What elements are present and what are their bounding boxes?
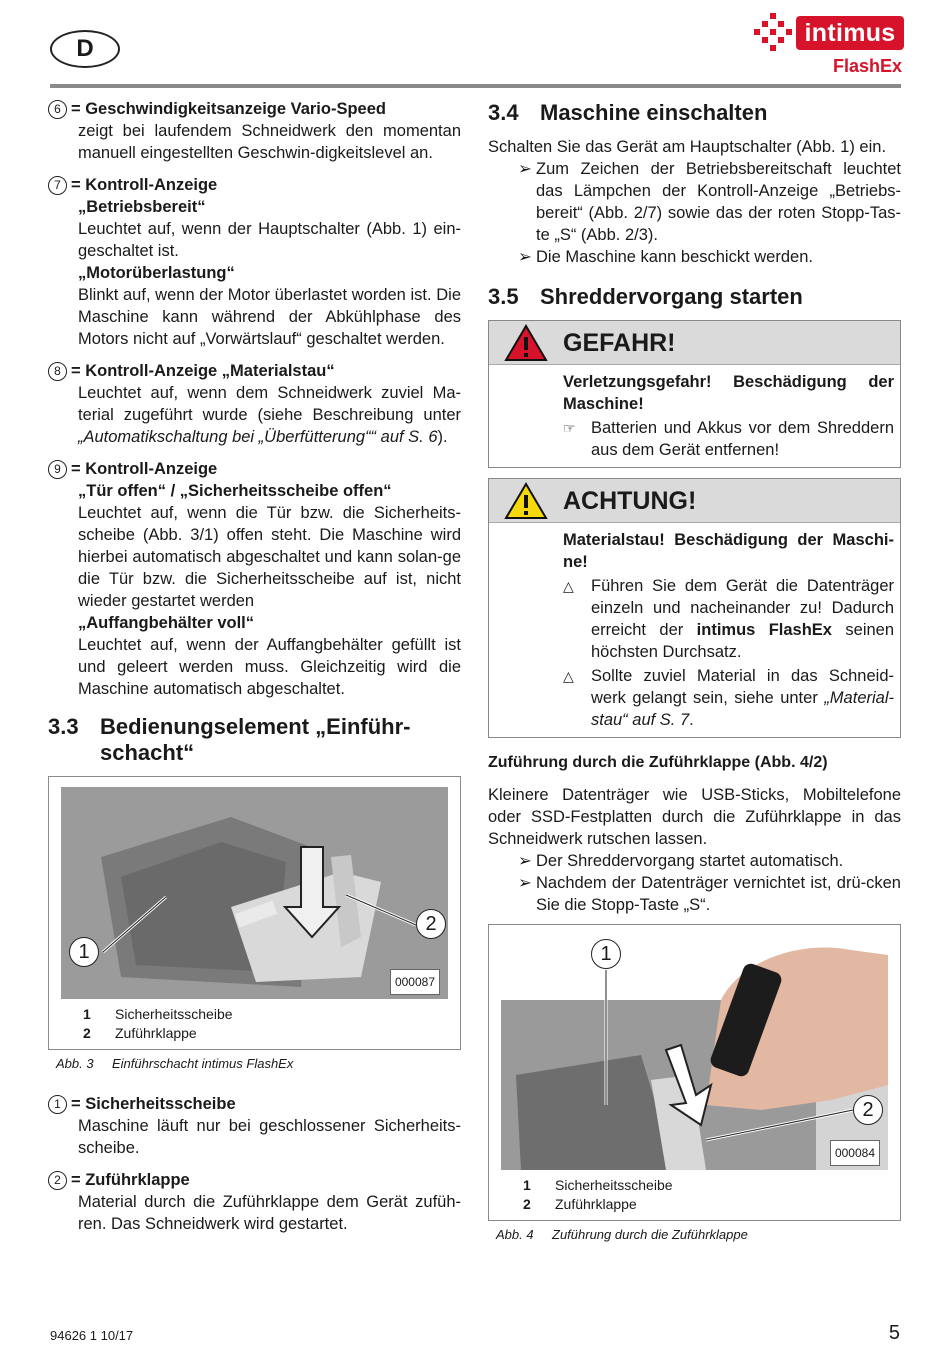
feed-subheading: Zuführung durch die Zuführklappe (Abb. 4/2) — [488, 754, 828, 771]
danger-item: ☞ Batterien und Akkus vor dem Shreddern aus dem Gerät entfernen! — [563, 419, 894, 459]
legend-item: 1 Sicherheitsscheibe — [523, 1177, 673, 1193]
figure-4 — [488, 924, 901, 1221]
bullet-item: ➢ Die Maschine kann beschickt werden. — [518, 248, 813, 266]
annotation-subheading: „Betriebsbereit“ — [78, 198, 206, 216]
triangle-icon: △ — [563, 578, 574, 594]
product-name: FlashEx — [832, 56, 902, 76]
number-badge: 6 — [48, 100, 67, 119]
caution-warning-icon — [489, 482, 563, 520]
annotation-text: Leuchtet auf, wenn der Auffangbehälter gefüllt ist und geleert werden muss. Gleichzeitig wird die Maschine automatisch abgeschaltet. — [78, 636, 461, 698]
annotation-title: = Sicherheitsscheibe — [71, 1095, 236, 1113]
feed-chute-photo — [61, 787, 448, 999]
bullet-item: ➢ Der Shreddervorgang startet automatisch. — [518, 852, 844, 870]
annotation-9 — [48, 458, 461, 700]
caution-title: ACHTUNG! — [563, 486, 697, 515]
annotation-7 — [48, 174, 461, 350]
language-code: D — [76, 35, 94, 62]
legend-item: 2 Zuführklappe — [523, 1196, 637, 1212]
header-rule — [50, 84, 901, 88]
caution-lead: Materialstau! Beschädigung der Maschi-ne! — [563, 531, 894, 571]
annotation-subheading: „Motorüberlastung“ — [78, 264, 235, 282]
annotation-text: Blinkt auf, wenn der Motor überlastet worden ist. Die Maschine kann während der Abkühlphase des Motors nicht auf „Vorwärtslauf“ geschaltet werden. — [78, 286, 461, 348]
annotation-8 — [48, 360, 461, 448]
number-badge: 7 — [48, 176, 67, 195]
annotation-6 — [48, 98, 461, 164]
feed-text: Kleinere Datenträger wie USB-Sticks, Mobiltelefone oder SSD-Festplatten durch die Zuführklappe in das Schneidwerk rutschen lassen. — [488, 786, 901, 848]
annotation-title: = Zuführklappe — [71, 1171, 190, 1189]
brand-logo — [754, 8, 904, 80]
figure-legend — [49, 999, 460, 1049]
number-badge: 1 — [48, 1095, 67, 1114]
section-intro: Schalten Sie das Gerät am Hauptschalter (Abb. 1) ein. — [488, 138, 887, 156]
image-code: 000087 — [390, 969, 440, 995]
triangle-icon: △ — [563, 668, 574, 684]
figure-4-caption: Abb. 4 Zuführung durch die Zuführklappe — [496, 1227, 748, 1242]
danger-title: GEFAHR! — [563, 328, 676, 357]
brand-name: intimus — [796, 16, 904, 50]
annotation-2 — [48, 1169, 461, 1235]
callout-2: 2 — [853, 1095, 883, 1125]
logo-dots-icon — [754, 12, 794, 52]
language-badge — [50, 30, 120, 68]
annotation-title: = Kontroll-Anzeige „Materialstau“ — [71, 362, 335, 380]
legend-item: 1 Sicherheitsscheibe — [83, 1006, 233, 1022]
annotation-text: zeigt bei laufendem Schneidwerk den momentan manuell eingestellten Geschwin-digkeitslevel an. — [78, 122, 461, 162]
figure-3-caption: Abb. 3 Einführschacht intimus FlashEx — [56, 1056, 294, 1071]
pointing-hand-icon: ☞ — [563, 420, 576, 436]
section-heading-3-3: 3.3 Bedienungselement „Einführ-schacht“ — [48, 714, 411, 765]
image-code: 000084 — [830, 1140, 880, 1166]
figure-legend — [489, 1170, 900, 1220]
cross-reference: „Automatikschaltung bei „Überfütterung““ auf S. 6 — [78, 428, 438, 446]
annotation-text: Leuchtet auf, wenn dem Schneidwerk zuviel Ma-terial zugeführt wurde (siehe Beschreibung unter „Automatikschaltung bei „Überfütterung““ auf S. 6). — [78, 384, 461, 446]
annotation-title: = Kontroll-Anzeige — [71, 176, 218, 194]
annotation-title: = Geschwindigkeitsanzeige Vario-Speed — [71, 100, 386, 118]
caution-item: △ Sollte zuviel Material in das Schneid-werk gelangt sein, siehe unter „Material-stau“ auf S. 7. — [563, 667, 894, 729]
number-badge: 2 — [48, 1171, 67, 1190]
number-badge: 9 — [48, 460, 67, 479]
number-badge: 8 — [48, 362, 67, 381]
annotation-title: = Kontroll-Anzeige — [71, 460, 218, 478]
annotation-text: Leuchtet auf, wenn die Tür bzw. die Sicherheits-scheibe (Abb. 3/1) offen steht. Die Maschine wird hierbei automatisch abgeschaltet und kann solan-ge die Tür bzw. die Sicherheitsscheibe auf ist, nicht wieder gestartet werden — [78, 504, 461, 610]
annotation-subheading: „Auffangbehälter voll“ — [78, 614, 255, 632]
legend-item: 2 Zuführklappe — [83, 1025, 197, 1041]
bullet-item: ➢ Nachdem der Datenträger vernichtet ist, drü-cken Sie die Stopp-Taste „S“. — [518, 874, 901, 914]
danger-lead: Verletzungsgefahr! Beschädigung der Maschine! — [563, 373, 894, 413]
callout-1: 1 — [69, 937, 99, 967]
callout-2: 2 — [416, 909, 446, 939]
section-heading-3-4: 3.4 Maschine einschalten — [488, 100, 768, 125]
caution-item: △ Führen Sie dem Gerät die Datenträger einzeln und nacheinander zu! Dadurch erreicht der intimus FlashEx seinen höchsten Durchsatz. — [563, 577, 895, 661]
annotation-text: Material durch die Zuführklappe dem Gerät zufüh-ren. Das Schneidwerk wird gestartet. — [78, 1193, 461, 1233]
danger-box — [488, 320, 901, 468]
right-column — [488, 98, 901, 1246]
feed-flap-illustration — [501, 925, 888, 1170]
annotation-text: Maschine läuft nur bei geschlossener Sicherheits-scheibe. — [78, 1117, 461, 1157]
callout-1: 1 — [591, 939, 621, 969]
left-column — [48, 98, 461, 1245]
section-heading-3-5: 3.5 Shreddervorgang starten — [488, 284, 803, 309]
annotation-1 — [48, 1093, 461, 1159]
annotation-subheading: „Tür offen“ / „Sicherheitsscheibe offen“ — [78, 482, 392, 500]
figure-3 — [48, 776, 461, 1050]
feed-chute-illustration — [61, 787, 448, 999]
danger-warning-icon — [489, 324, 563, 362]
caution-box — [488, 478, 901, 738]
document-code: 94626 1 10/17 — [50, 1328, 134, 1343]
annotation-text: Leuchtet auf, wenn der Hauptschalter (Abb. 1) ein-geschaltet ist. — [78, 220, 461, 260]
bullet-item: ➢ Zum Zeichen der Betriebsbereitschaft leuchtet das Lämpchen der Kontroll-Anzeige „Betriebs-bereit“ (Abb. 2/7) sowie das der roten Stopp-Tas-te „S“ (Abb. 2/3). — [518, 160, 901, 244]
feed-flap-photo — [501, 925, 888, 1170]
page-number: 5 — [888, 1322, 900, 1344]
